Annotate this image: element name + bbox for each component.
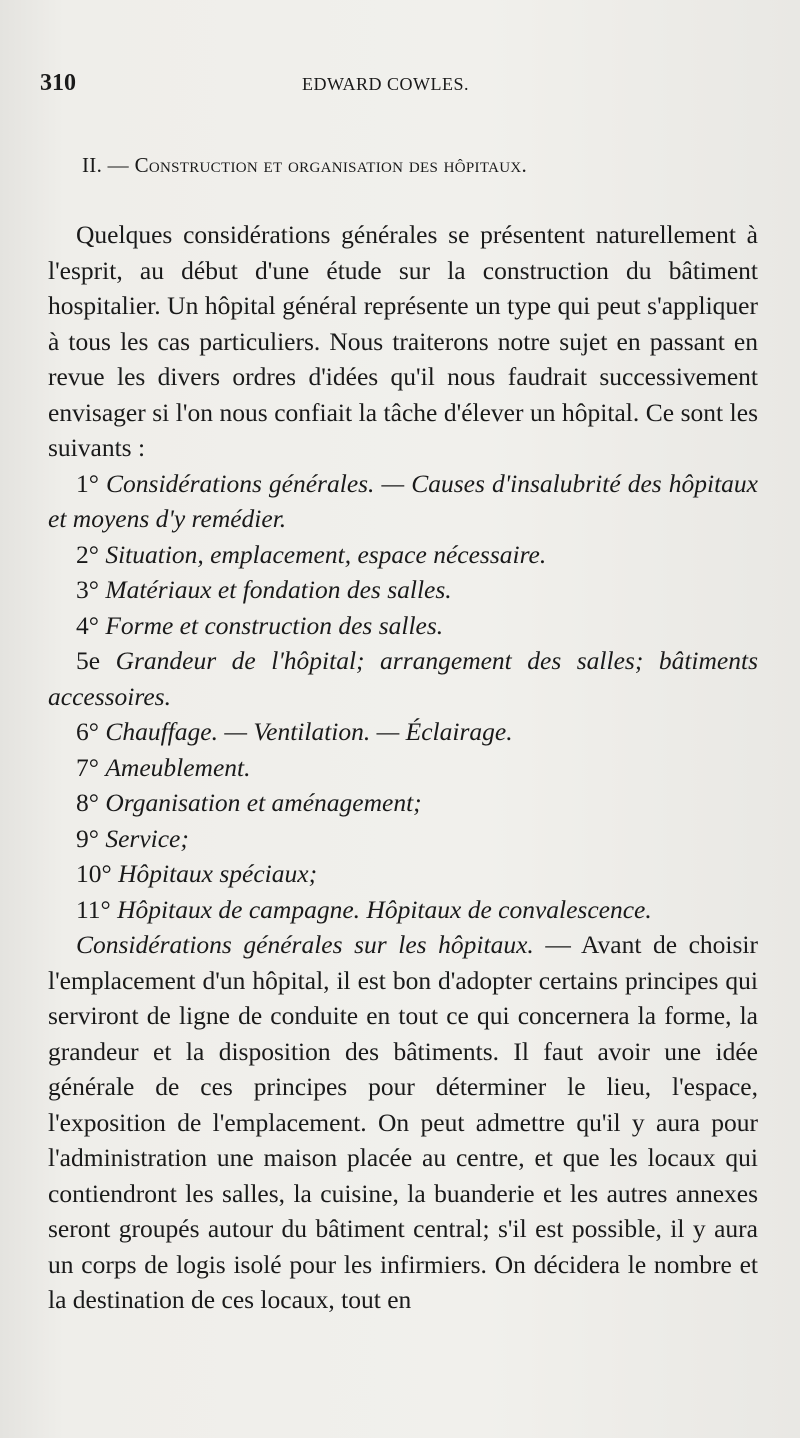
- topic-number: 6°: [76, 717, 99, 746]
- running-head: [40, 70, 760, 106]
- topic-label: Grandeur de l'hôpital; arrangement des salles; bâtiments accessoires.: [48, 646, 759, 711]
- list-item: [48, 643, 758, 714]
- topic-number: 4°: [76, 610, 99, 640]
- list-item: [48, 892, 758, 928]
- topic-number: 9°: [76, 823, 99, 853]
- closing-paragraph-lead: Considérations générales sur les hôpitaux.: [76, 930, 534, 959]
- section-heading-number: II. —: [82, 153, 129, 177]
- list-item: [48, 572, 758, 608]
- topic-label: Ameublement.: [105, 752, 251, 782]
- topic-number: 3°: [76, 575, 99, 604]
- topic-label: Matériaux et fondation des salles.: [105, 575, 452, 604]
- section-heading: [82, 153, 772, 178]
- intro-paragraph: Quelques considérations générales se présentent naturellement à l'esprit, au début d'une étude sur la construction du bâtiment hospitalier. Un hôpital général représente un type qui peut s'appliquer à tous les cas particuliers. Nous traiterons notre sujet en passant en revue les divers ordres d'idées qu'il nous faudrait successivement envisager si l'on nous confiait la tâche d'élever un hôpital. Ce sont les suivants :: [48, 220, 758, 462]
- topic-number: 2°: [76, 539, 99, 569]
- list-item: [48, 714, 758, 750]
- topic-label: Organisation et aménagement;: [105, 788, 422, 817]
- page-number: 310: [40, 70, 76, 96]
- topic-label: Forme et construction des salles.: [105, 610, 444, 640]
- topic-number: 10°: [76, 859, 112, 888]
- closing-paragraph: [48, 927, 758, 1318]
- topic-label: Hôpitaux spéciaux;: [118, 859, 318, 888]
- list-item: [48, 466, 758, 537]
- running-title: EDWARD COWLES.: [302, 74, 469, 94]
- closing-paragraph-text: — Avant de choisir l'emplacement d'un hôpital, il est bon d'adopter certains principes qui serviront de ligne de conduite en tout ce qui concernera la forme, la grandeur et la disposition des bâtiments. Il faut avoir une idée générale de ces principes pour déterminer le lieu, l'espace, l'exposition de l'emplacement. On peut admettre qu'il y aura pour l'administration une maison placée au centre, et que les locaux qui contiendront les salles, la cuisine, la buanderie et les autres annexes seront groupés autour du bâtiment central; s'il est possible, il y aura un corps de logis isolé pour les infirmiers. On décidera le nombre et la destination de ces locaux, tout en: [48, 930, 758, 1314]
- topic-label: Chauffage. — Ventilation. — Éclairage.: [105, 717, 513, 746]
- topic-number: 11°: [76, 894, 111, 924]
- topic-label: Considérations générales. — Causes d'insalubrité des hôpitaux et moyens d'y remédier.: [48, 468, 758, 533]
- topic-number: 7°: [76, 752, 99, 782]
- topic-label: Situation, emplacement, espace nécessaire.: [105, 539, 547, 569]
- topic-number: 1°: [76, 468, 99, 498]
- body-text: [48, 217, 758, 1318]
- topic-number: 5e: [76, 646, 101, 675]
- list-item: [48, 750, 758, 786]
- topic-label: Hôpitaux de campagne. Hôpitaux de convalescence.: [117, 894, 652, 924]
- list-item: [48, 608, 758, 644]
- list-item: [48, 856, 758, 892]
- topic-label: Service;: [105, 823, 189, 853]
- section-heading-title: Construction et organisation des hôpitaux.: [134, 153, 528, 177]
- list-item: [48, 821, 758, 857]
- topic-list: [48, 466, 758, 928]
- list-item: [48, 785, 758, 821]
- list-item: [48, 537, 758, 573]
- topic-number: 8°: [76, 788, 99, 817]
